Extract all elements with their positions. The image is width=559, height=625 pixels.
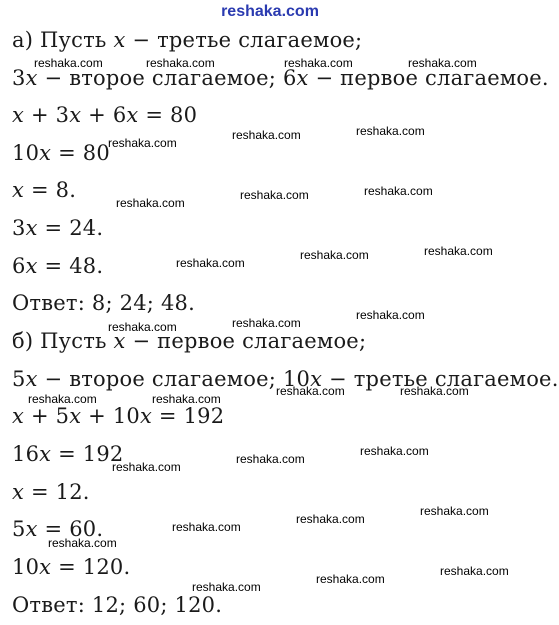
watermark: reshaka.com	[172, 520, 241, 534]
part-b-equation-2: 16x = 192	[12, 442, 124, 466]
watermark: reshaka.com	[240, 188, 309, 202]
watermark: reshaka.com	[236, 452, 305, 466]
watermark: reshaka.com	[296, 512, 365, 526]
watermark: reshaka.com	[360, 444, 429, 458]
part-a-equation-1: x + 3x + 6x = 80	[12, 103, 198, 127]
part-a-terms: 3x − второе слагаемое; 6x − первое слагаемое.	[12, 66, 549, 90]
watermark: reshaka.com	[28, 392, 97, 406]
watermark: reshaka.com	[356, 124, 425, 138]
watermark: reshaka.com	[440, 564, 509, 578]
watermark: reshaka.com	[356, 308, 425, 322]
part-a-equation-5: 6x = 48.	[12, 254, 104, 278]
header-watermark: reshaka.com	[221, 3, 319, 20]
watermark: reshaka.com	[34, 56, 103, 70]
watermark: reshaka.com	[48, 536, 117, 550]
part-b-answer: Ответ: 12; 60; 120.	[12, 593, 223, 617]
watermark: reshaka.com	[408, 56, 477, 70]
part-a-equation-3: x = 8.	[12, 178, 77, 202]
part-b-terms: 5x − второе слагаемое; 10x − третье слагаемое.	[12, 367, 559, 391]
watermark: reshaka.com	[400, 384, 469, 398]
watermark: reshaka.com	[276, 384, 345, 398]
watermark: reshaka.com	[152, 392, 221, 406]
watermark: reshaka.com	[176, 256, 245, 270]
watermark: reshaka.com	[108, 136, 177, 150]
watermark: reshaka.com	[146, 56, 215, 70]
watermark: reshaka.com	[192, 580, 261, 594]
watermark: reshaka.com	[316, 572, 385, 586]
watermark: reshaka.com	[420, 504, 489, 518]
watermark: reshaka.com	[116, 196, 185, 210]
watermark: reshaka.com	[424, 244, 493, 258]
part-b-equation-3: x = 12.	[12, 480, 90, 504]
part-b-equation-1: x + 5x + 10x = 192	[12, 404, 225, 428]
part-b-intro: б) Пусть x − первое слагаемое;	[12, 329, 367, 353]
watermark: reshaka.com	[300, 248, 369, 262]
part-a-intro: а) Пусть x − третье слагаемое;	[12, 28, 363, 52]
part-b-equation-5: 10x = 120.	[12, 555, 131, 579]
watermark: reshaka.com	[232, 128, 301, 142]
watermark: reshaka.com	[108, 320, 177, 334]
watermark: reshaka.com	[232, 316, 301, 330]
watermark: reshaka.com	[284, 56, 353, 70]
part-a-equation-4: 3x = 24.	[12, 216, 104, 240]
watermark: reshaka.com	[112, 460, 181, 474]
part-a-equation-2: 10x = 80	[12, 141, 110, 165]
part-a-answer: Ответ: 8; 24; 48.	[12, 291, 195, 315]
watermark: reshaka.com	[364, 184, 433, 198]
part-b-equation-4: 5x = 60.	[12, 517, 104, 541]
